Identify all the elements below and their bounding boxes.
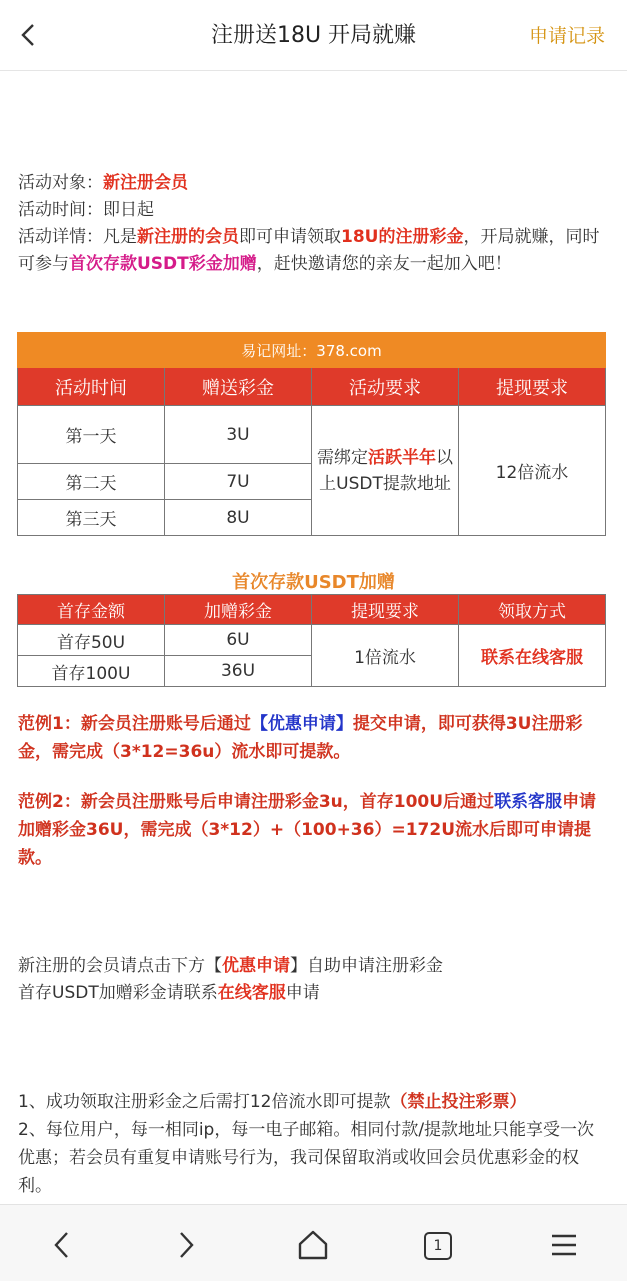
requirement-text: 以上USDT提款地址: [319, 447, 453, 494]
deposit-cell: 首存100U: [18, 656, 165, 687]
table-caption: 易记网址：378.com: [18, 333, 606, 368]
requirement-cell: [312, 406, 459, 536]
rule-text: 1、成功领取注册彩金之后需打12倍流水即可提款: [18, 1092, 391, 1112]
detail-text: ，开局就赚，同时可参与: [18, 227, 600, 274]
menu-icon[interactable]: [544, 1225, 584, 1265]
notice-text: 申请: [285, 983, 320, 1003]
withdraw-cell: 1倍流水: [312, 625, 459, 687]
apply-record-link[interactable]: 申请记录: [528, 25, 605, 47]
online-support-link[interactable]: 在线客服: [217, 983, 286, 1003]
table-header: 加赠彩金: [165, 595, 312, 625]
detail-text: 即可申请领取: [239, 227, 341, 247]
detail-text: ，赶快邀请您的亲友一起加入吧！: [256, 254, 512, 274]
table-header: 活动要求: [312, 368, 459, 406]
example-1: [18, 710, 612, 766]
detail-highlight: 首次存款USDT彩金加赠: [69, 254, 257, 274]
promo-apply-link[interactable]: 优惠申请: [222, 956, 290, 976]
browser-bottom-nav: [0, 1204, 627, 1281]
table-row: [18, 406, 606, 464]
time-label: 活动时间：: [18, 200, 103, 220]
rule-1: [18, 1088, 610, 1116]
contact-support-link[interactable]: 联系在线客服: [459, 625, 606, 687]
notice-text: 新注册的会员请点击下方【: [18, 956, 222, 976]
requirement-text: 需绑定: [317, 447, 368, 468]
example-2: [18, 788, 612, 872]
day-cell: 第一天: [18, 406, 165, 464]
home-icon[interactable]: [293, 1225, 333, 1265]
table-header: 活动时间: [18, 368, 165, 406]
bonus-cell: 7U: [165, 464, 312, 500]
contact-support-link[interactable]: 联系客服: [494, 792, 563, 812]
tabs-button[interactable]: [418, 1225, 458, 1265]
detail-highlight: 新注册的会员: [137, 227, 239, 247]
deposit-bonus-title: 首次存款USDT加赠: [232, 572, 395, 593]
bonus-cell: 6U: [165, 625, 312, 656]
forward-icon[interactable]: [166, 1225, 206, 1265]
notice-text: 】自助申请注册彩金: [290, 956, 443, 976]
app-header: [0, 0, 627, 71]
example-text: 提交申请，即可获得3U注册彩金，需完成（3*12=36u）流水即可提款。: [18, 714, 583, 762]
deposit-bonus-table: [17, 594, 606, 687]
rule-highlight: （禁止投注彩票）: [390, 1092, 527, 1112]
page-title: 注册送18U 开局就赚: [210, 23, 417, 48]
requirement-highlight: 活跃半年: [368, 447, 436, 468]
tabs-count: 1: [424, 1232, 452, 1260]
detail-highlight: 18U的注册彩金: [341, 227, 464, 247]
deposit-cell: 首存50U: [18, 625, 165, 656]
table-header: 赠送彩金: [165, 368, 312, 406]
detail-text: 凡是: [103, 227, 137, 247]
target-value: 新注册会员: [103, 173, 188, 193]
notice-text: 首存USDT加赠彩金请联系: [18, 983, 218, 1003]
table-header: 提现要求: [459, 368, 606, 406]
detail-label: 活动详情：: [18, 227, 103, 247]
activity-detail: [18, 224, 610, 278]
day-cell: 第三天: [18, 500, 165, 536]
day-cell: 第二天: [18, 464, 165, 500]
table-header: 领取方式: [459, 595, 606, 625]
intro-section: [18, 170, 610, 278]
notice-line: [18, 953, 610, 980]
target-label: 活动对象：: [18, 173, 103, 193]
example-text: 申请加赠彩金36U，需完成（3*12）+（100+36）=172U流水后即可申请提款。: [18, 792, 597, 868]
table-header: 首存金额: [18, 595, 165, 625]
example-text: 范例1：新会员注册账号后通过: [18, 714, 251, 734]
bonus-cell: 3U: [165, 406, 312, 464]
registration-bonus-table: [17, 332, 606, 536]
withdraw-cell: 12倍流水: [459, 406, 606, 536]
promo-apply-link[interactable]: 【优惠申请】: [250, 714, 353, 734]
table-header: 提现要求: [312, 595, 459, 625]
back-icon[interactable]: [42, 1225, 82, 1265]
bonus-cell: 36U: [165, 656, 312, 687]
time-value: 即日起: [103, 200, 154, 220]
example-text: 范例2：新会员注册账号后申请注册彩金3u，首存100U后通过: [18, 792, 495, 812]
rule-2: 2、每位用户，每一相同ip，每一电子邮箱。相同付款/提款地址只能享受一次优惠；若会员有重复申请账号行为，我司保留取消或收回会员优惠彩金的权利。: [18, 1120, 595, 1196]
activity-time: [18, 197, 610, 224]
notice-line: [18, 980, 610, 1007]
bonus-cell: 8U: [165, 500, 312, 536]
table-row: [18, 625, 606, 656]
notice-section: [18, 953, 610, 1007]
activity-target: [18, 170, 610, 197]
